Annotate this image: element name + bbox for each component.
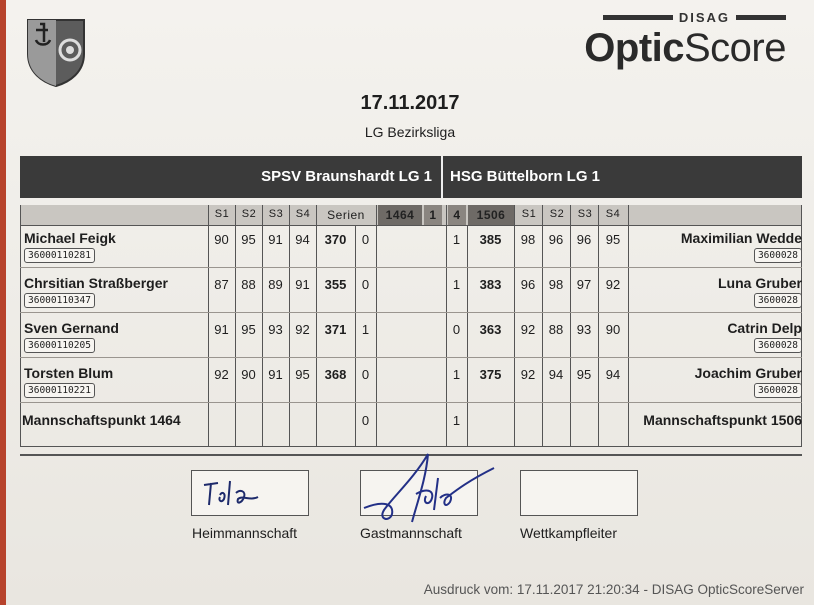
home-shooter-id: 36000110221 — [24, 383, 95, 398]
guest-shooter-id: 3600028 — [754, 383, 802, 398]
home-team-points: 0 — [361, 413, 370, 428]
guest-points: 1 — [452, 367, 461, 382]
guest-s2: 98 — [548, 277, 564, 292]
home-s4: 92 — [295, 322, 310, 337]
brand-bar-left — [603, 15, 673, 20]
col-guest-s1: S1 — [521, 208, 537, 220]
home-s4: 91 — [295, 277, 310, 292]
col-home-s1: S1 — [214, 208, 230, 220]
club-crest-icon — [24, 14, 88, 88]
guest-points: 1 — [452, 232, 461, 247]
home-shooter-name: Sven Gernand — [24, 320, 119, 336]
col-home-s3: S3 — [268, 208, 284, 220]
guest-shooter-name: Maximilian Wedde — [680, 230, 802, 246]
col-home-s2: S2 — [241, 208, 257, 220]
signature-box-official — [520, 470, 638, 516]
home-shooter-id: 36000110205 — [24, 338, 95, 353]
print-timestamp: Ausdruck vom: 17.11.2017 21:20:34 - DISAG OpticScoreServer — [423, 582, 804, 597]
home-s3: 91 — [268, 367, 283, 382]
guest-series: 383 — [479, 277, 502, 292]
guest-s4: 92 — [605, 277, 621, 292]
guest-team-points-label: Mannschaftspunkt 1506 — [643, 412, 802, 428]
grid-line — [376, 205, 377, 447]
col-guest-total: 1506 — [476, 208, 506, 222]
guest-shooter-name: Catrin Delp — [727, 320, 802, 336]
guest-signature-label: Gastmannschaft — [360, 525, 462, 541]
grid-line — [20, 267, 802, 268]
home-s2: 90 — [241, 367, 256, 382]
brand-score: Score — [684, 26, 786, 70]
grid-line — [20, 205, 21, 447]
brand-name — [584, 26, 786, 71]
guest-s3: 97 — [576, 277, 592, 292]
guest-points: 0 — [452, 322, 461, 337]
guest-s1: 92 — [520, 367, 536, 382]
guest-series: 385 — [479, 232, 502, 247]
team-divider — [441, 156, 443, 198]
home-s1: 87 — [214, 277, 229, 292]
guest-s3: 95 — [576, 367, 592, 382]
grid-line — [20, 402, 802, 403]
home-signature-icon — [192, 471, 308, 515]
guest-s2: 94 — [548, 367, 564, 382]
guest-shooter-id: 3600028 — [754, 338, 802, 353]
home-points: 0 — [361, 277, 370, 292]
guest-series: 363 — [479, 322, 502, 337]
grid-line — [628, 205, 629, 447]
home-team-name: SPSV Braunshardt LG 1 — [261, 168, 432, 185]
guest-team-points: 1 — [452, 413, 461, 428]
home-shooter-name: Chrsitian Straßberger — [24, 275, 168, 291]
grid-line — [20, 446, 802, 447]
col-guest-s4: S4 — [605, 208, 621, 220]
home-points: 1 — [361, 322, 370, 337]
home-series: 370 — [324, 232, 347, 247]
home-series: 368 — [324, 367, 347, 382]
league-name: LG Bezirksliga — [364, 124, 456, 140]
guest-s4: 90 — [605, 322, 621, 337]
home-s2: 95 — [241, 322, 256, 337]
home-s4: 94 — [295, 232, 310, 247]
brand-bar-right — [736, 15, 786, 20]
home-s3: 93 — [268, 322, 283, 337]
guest-s1: 92 — [520, 322, 536, 337]
home-shooter-name: Michael Feigk — [24, 230, 116, 246]
grid-line — [20, 312, 802, 313]
home-signature-label: Heimmannschaft — [192, 525, 298, 541]
brand-disag: DISAG — [678, 10, 730, 25]
home-shooter-name: Torsten Blum — [24, 365, 114, 381]
official-signature-label: Wettkampfleiter — [520, 525, 617, 541]
guest-s2: 96 — [548, 232, 564, 247]
grid-line — [20, 225, 802, 226]
event-date: 17.11.2017 — [360, 92, 460, 114]
home-series: 371 — [324, 322, 347, 337]
guest-s3: 93 — [576, 322, 592, 337]
home-s1: 91 — [214, 322, 229, 337]
guest-series: 375 — [479, 367, 502, 382]
home-s3: 89 — [268, 277, 283, 292]
home-s2: 88 — [241, 277, 256, 292]
guest-s3: 96 — [576, 232, 592, 247]
col-home-total: 1464 — [385, 208, 415, 222]
col-guest-points: 4 — [453, 208, 461, 222]
guest-s2: 88 — [548, 322, 564, 337]
home-team-points-label: Mannschaftspunkt 1464 — [22, 412, 181, 428]
guest-s1: 98 — [520, 232, 536, 247]
brand-optic: Optic — [584, 26, 684, 70]
guest-shooter-name: Joachim Gruber — [694, 365, 802, 381]
guest-s1: 96 — [520, 277, 536, 292]
col-home-points: 1 — [429, 208, 437, 222]
home-points: 0 — [361, 367, 370, 382]
home-series: 355 — [324, 277, 347, 292]
col-home-s4: S4 — [295, 208, 311, 220]
guest-team-name: HSG Büttelborn LG 1 — [450, 168, 600, 185]
guest-s4: 95 — [605, 232, 621, 247]
grid-line — [20, 357, 802, 358]
score-sheet — [6, 0, 814, 605]
col-guest-s3: S3 — [577, 208, 593, 220]
home-shooter-id: 36000110281 — [24, 248, 95, 263]
guest-points: 1 — [452, 277, 461, 292]
home-s4: 95 — [295, 367, 310, 382]
home-shooter-id: 36000110347 — [24, 293, 95, 308]
brand-logo — [566, 8, 796, 78]
home-s1: 92 — [214, 367, 229, 382]
home-s1: 90 — [214, 232, 229, 247]
guest-shooter-id: 3600028 — [754, 248, 802, 263]
guest-shooter-name: Luna Gruber — [717, 275, 802, 291]
home-s2: 95 — [241, 232, 256, 247]
guest-shooter-id: 3600028 — [754, 293, 802, 308]
home-s3: 91 — [268, 232, 283, 247]
col-guest-s2: S2 — [549, 208, 565, 220]
signature-box-home — [191, 470, 309, 516]
guest-s4: 94 — [605, 367, 621, 382]
home-points: 0 — [361, 232, 370, 247]
col-home-series: Serien — [327, 208, 365, 222]
